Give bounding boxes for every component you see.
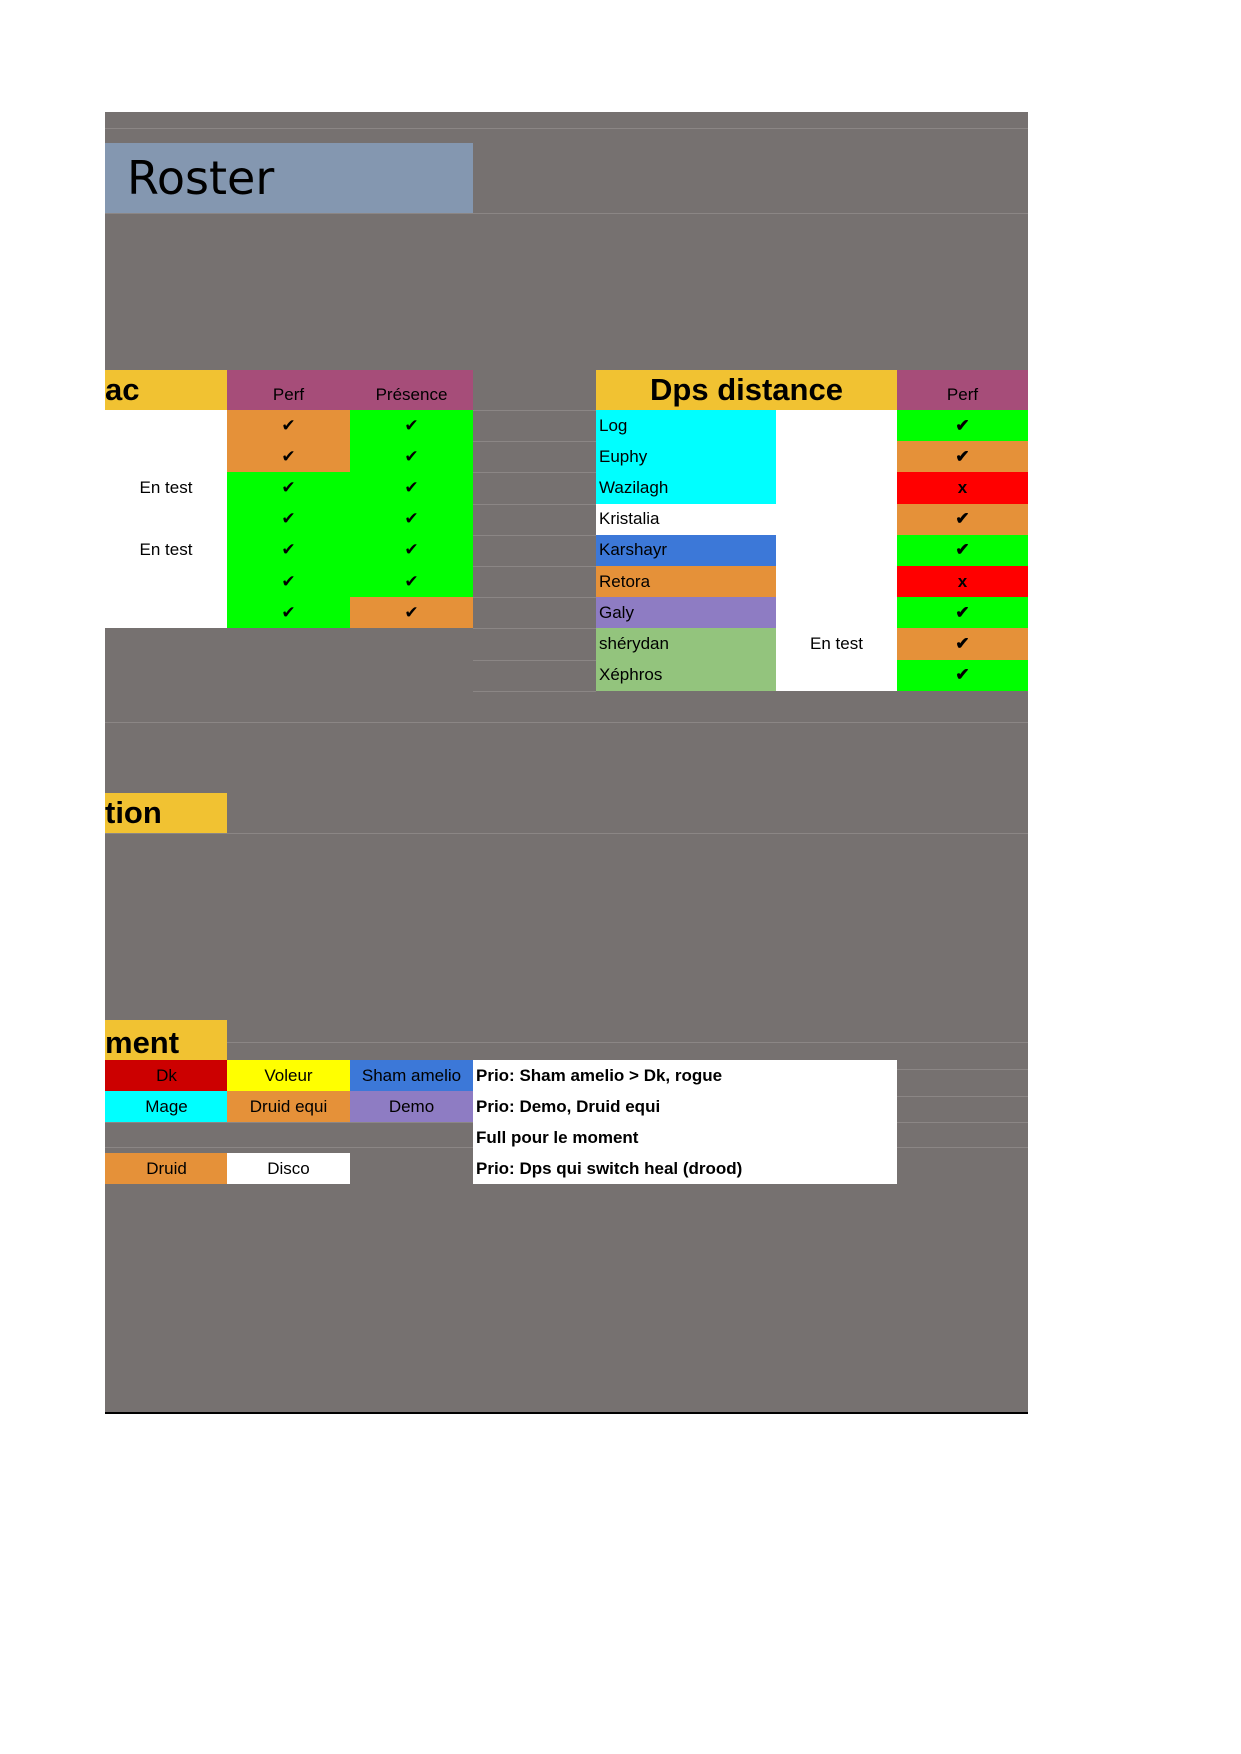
dps-perf-cell: ✔ (897, 628, 1028, 659)
cac-note (105, 597, 227, 628)
cac-perf-cell: ✔ (227, 441, 350, 472)
gridline (473, 566, 596, 567)
ment-class-cell: Druid equi (227, 1091, 350, 1122)
ment-prio-text: Full pour le moment (473, 1122, 897, 1153)
gridline (473, 535, 596, 536)
spreadsheet-sheet (105, 112, 1028, 1414)
dps-player-name: Log (596, 410, 776, 441)
gridline (105, 213, 1028, 214)
gridline (473, 597, 596, 598)
gridline (105, 128, 1028, 129)
gridline (105, 722, 1028, 723)
ment-class-cell: Druid (105, 1153, 228, 1184)
cac-perf-header: Perf (227, 370, 350, 410)
cac-presence-cell: ✔ (350, 410, 473, 441)
gridline (473, 410, 596, 411)
ment-class-cell: Voleur (227, 1060, 350, 1091)
gridline (473, 472, 596, 473)
cac-perf-cell: ✔ (227, 410, 350, 441)
dps-perf-cell: x (897, 566, 1028, 597)
cac-presence-header: Présence (350, 370, 473, 410)
cac-note (105, 504, 227, 535)
ment-header: ment (105, 1020, 227, 1060)
dps-player-name: Retora (596, 566, 776, 597)
dps-note (776, 472, 897, 503)
tion-header: tion (105, 793, 227, 833)
gridline (473, 504, 596, 505)
cac-perf-cell: ✔ (227, 472, 350, 503)
gridline (105, 833, 1028, 834)
dps-note (776, 441, 897, 472)
dps-player-name: Xéphros (596, 660, 776, 691)
dps-note (776, 535, 897, 566)
ment-class-cell: Sham amelio (350, 1060, 473, 1091)
cac-note: En test (105, 472, 227, 503)
dps-player-name: Kristalia (596, 504, 776, 535)
gridline (473, 628, 596, 629)
cac-presence-cell: ✔ (350, 441, 473, 472)
dps-player-name: Wazilagh (596, 472, 776, 503)
cac-perf-cell: ✔ (227, 504, 350, 535)
cac-note (105, 410, 227, 441)
gridline (473, 441, 596, 442)
roster-title: Roster (105, 143, 473, 213)
dps-player-name: shérydan (596, 628, 776, 659)
ment-class-cell: Disco (227, 1153, 350, 1184)
ment-prio-text: Prio: Demo, Druid equi (473, 1091, 897, 1122)
cac-presence-cell: ✔ (350, 472, 473, 503)
dps-player-name: Karshayr (596, 535, 776, 566)
dps-note (776, 504, 897, 535)
dps-distance-header: Dps distance (596, 370, 897, 410)
cac-presence-cell: ✔ (350, 566, 473, 597)
cac-perf-cell: ✔ (227, 597, 350, 628)
dps-perf-cell: ✔ (897, 535, 1028, 566)
cac-header: ac (105, 370, 227, 410)
gridline (473, 691, 596, 692)
ment-class-cell: Dk (105, 1060, 228, 1091)
dps-perf-cell: ✔ (897, 410, 1028, 441)
dps-player-name: Euphy (596, 441, 776, 472)
ment-prio-text: Prio: Dps qui switch heal (drood) (473, 1153, 897, 1184)
dps-perf-cell: ✔ (897, 660, 1028, 691)
dps-note (776, 597, 897, 628)
dps-perf-cell: ✔ (897, 441, 1028, 472)
cac-perf-cell: ✔ (227, 535, 350, 566)
gridline (473, 660, 596, 661)
gridline (105, 1042, 1028, 1043)
dps-note (776, 566, 897, 597)
dps-note (776, 660, 897, 691)
dps-perf-header: Perf (897, 370, 1028, 410)
cac-note: En test (105, 535, 227, 566)
dps-note (776, 410, 897, 441)
ment-class-cell: Demo (350, 1091, 473, 1122)
cac-note (105, 566, 227, 597)
ment-prio-text: Prio: Sham amelio > Dk, rogue (473, 1060, 897, 1091)
cac-presence-cell: ✔ (350, 504, 473, 535)
ment-class-cell: Mage (105, 1091, 228, 1122)
dps-perf-cell: x (897, 472, 1028, 503)
cac-presence-cell: ✔ (350, 535, 473, 566)
dps-note: En test (776, 628, 897, 659)
cac-note (105, 441, 227, 472)
cac-presence-cell: ✔ (350, 597, 473, 628)
dps-perf-cell: ✔ (897, 504, 1028, 535)
dps-perf-cell: ✔ (897, 597, 1028, 628)
dps-player-name: Galy (596, 597, 776, 628)
cac-perf-cell: ✔ (227, 566, 350, 597)
